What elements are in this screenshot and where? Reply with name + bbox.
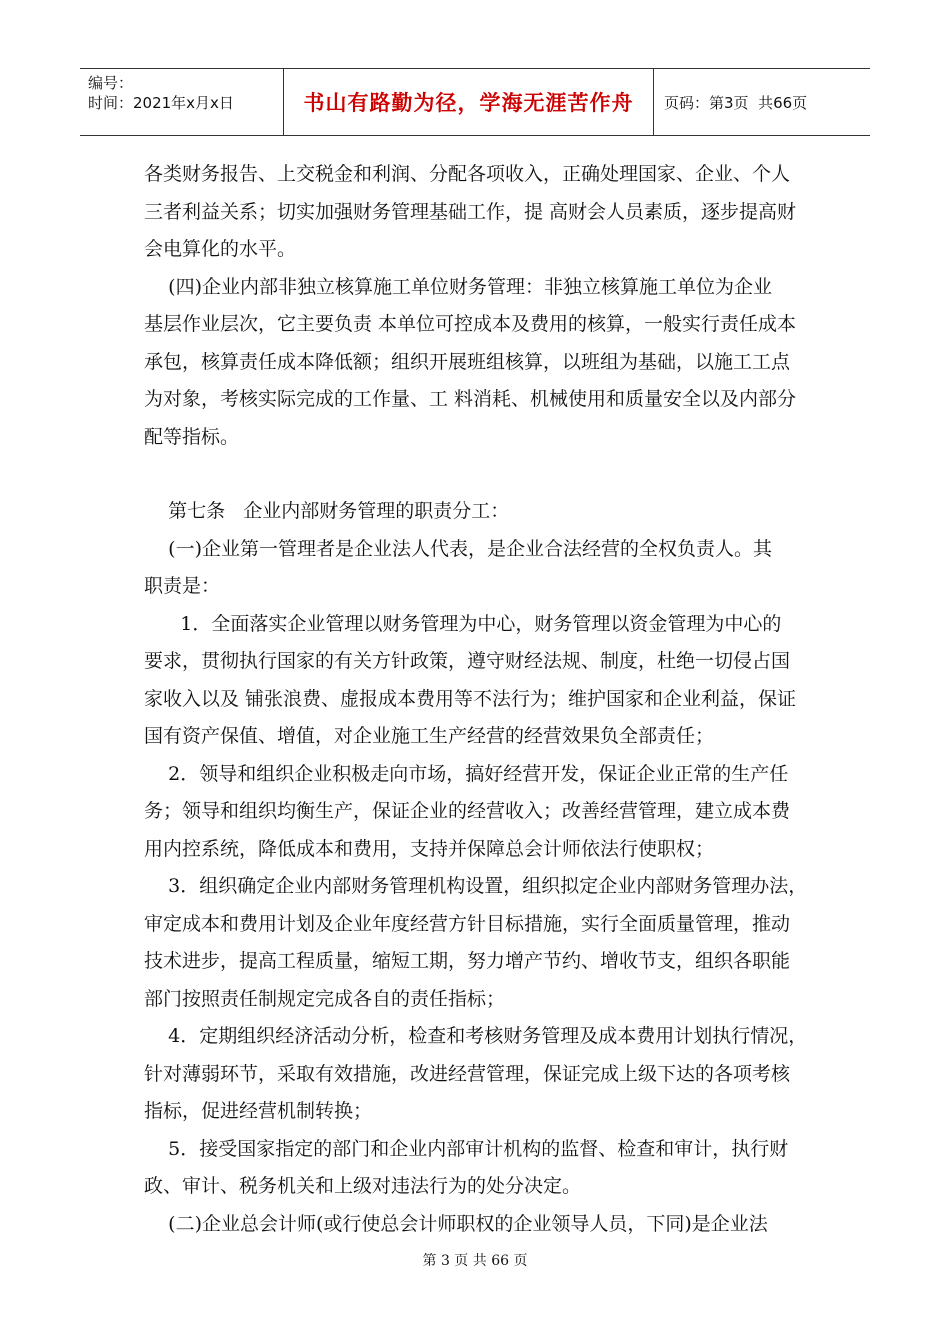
header-motto: 书山有路勤为径，学海无涯苦作舟 xyxy=(284,69,654,135)
header-table xyxy=(80,68,870,136)
text-line: 1．全面落实企业管理以财务管理为中心，财务管理以资金管理为中心的 xyxy=(144,612,782,635)
text-line: 技术进步，提高工程质量，缩短工期，努力增产节约、增收节支，组织各职能 xyxy=(144,950,791,972)
text-line: 三者利益关系；切实加强财务管理基础工作，提 高财会人员素质，逐步提高财 xyxy=(144,200,797,223)
blank-line xyxy=(144,456,816,493)
text-line: 5．接受国家指定的部门和企业内部审计机构的监督、检查和审计，执行财 xyxy=(144,1137,789,1160)
text-line: 职责是： xyxy=(144,575,221,597)
text-line: 政、审计、税务机关和上级对违法行为的处分决定。 xyxy=(144,1175,582,1197)
serial-label: 编号： xyxy=(88,74,134,92)
text-line: 用内控系统，降低成本和费用，支持并保障总会计师依法行使职权； xyxy=(144,837,715,860)
text-line: 基层作业层次，它主要负责 本单位可控成本及费用的核算，一般实行责任成本 xyxy=(144,313,797,335)
text-line: 部门按照责任制规定完成各自的责任指标； xyxy=(144,987,506,1010)
text-line: 务；领导和组织均衡生产，保证企业的经营收入；改善经营管理，建立成本费 xyxy=(144,800,791,822)
text-line: 会电算化的水平。 xyxy=(144,238,297,260)
text-line: (四)企业内部非独立核算施工单位财务管理：非独立核算施工单位为企业 xyxy=(144,275,772,298)
text-line: 4．定期组织经济活动分析，检查和考核财务管理及成本费用计划执行情况， xyxy=(144,1025,808,1047)
text-line: 3．组织确定企业内部财务管理机构设置，组织拟定企业内部财务管理办法， xyxy=(144,875,808,897)
document-body xyxy=(144,156,816,1243)
text-line: (二)企业总会计师(或行使总会计师职权的企业领导人员，下同)是企业法 xyxy=(144,1212,768,1235)
text-line: 针对薄弱环节，采取有效措施，改进经营管理，保证完成上级下达的各项考核 xyxy=(144,1062,791,1085)
header-page-info: 页码：第3页 共66页 xyxy=(664,93,808,112)
text-line: 要求，贯彻执行国家的有关方针政策，遵守财经法规、制度，杜绝一切侵占国 xyxy=(144,650,791,672)
text-line: 2．领导和组织企业积极走向市场，搞好经营开发，保证企业正常的生产任 xyxy=(144,762,789,785)
text-line: 审定成本和费用计划及企业年度经营方针目标措施，实行全面质量管理，推动 xyxy=(144,912,791,935)
text-line: 承包，核算责任成本降低额；组织开展班组核算，以班组为基础，以施工工点 xyxy=(144,350,791,373)
text-line: 指标，促进经营机制转换； xyxy=(144,1100,373,1122)
text-line: 配等指标。 xyxy=(144,425,240,448)
text-line: 家收入以及 铺张浪费、虚报成本费用等不法行为；维护国家和企业利益，保证 xyxy=(144,687,797,710)
time-label: 时间：2021年x月x日 xyxy=(88,94,234,112)
article-heading: 第七条 企业内部财务管理的职责分工： xyxy=(144,500,510,522)
text-line: 各类财务报告、上交税金和利润、分配各项收入，正确处理国家、企业、个人 xyxy=(144,163,791,185)
text-line: 国有资产保值、增值，对企业施工生产经营的经营效果负全部责任； xyxy=(144,725,715,747)
text-line: 为对象，考核实际完成的工作量、工 料消耗、机械使用和质量安全以及内部分 xyxy=(144,388,797,410)
page-footer: 第 3 页 共 66 页 xyxy=(422,1253,528,1269)
text-line: (一)企业第一管理者是企业法人代表，是企业合法经营的全权负责人。其 xyxy=(144,537,772,560)
header-meta xyxy=(80,69,284,135)
